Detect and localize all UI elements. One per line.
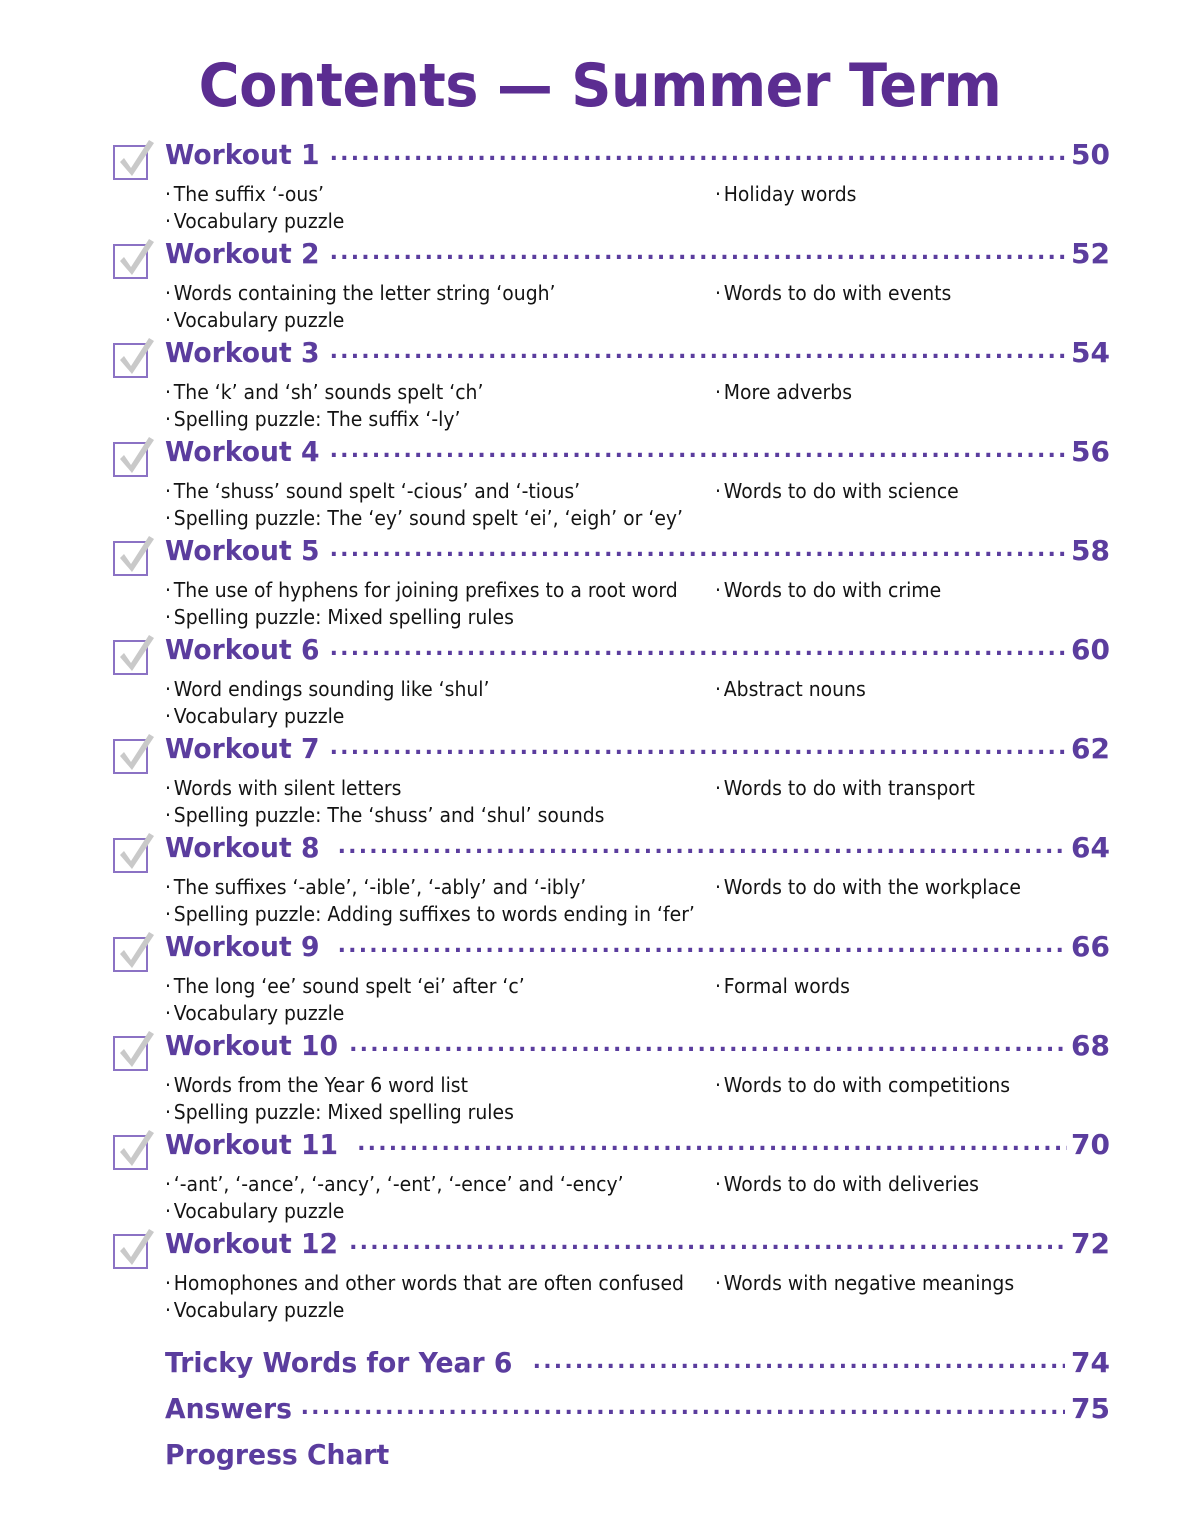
topics-column-left xyxy=(165,1072,725,1126)
contents-entry[interactable] xyxy=(113,1029,1110,1131)
sub-bullet-right xyxy=(715,1072,1129,1099)
checked-checkbox-icon[interactable] xyxy=(113,145,148,180)
sub-bullet-left xyxy=(165,973,691,1000)
sub-bullet-right xyxy=(715,775,1129,802)
sub-bullet-left xyxy=(165,703,691,730)
sub-bullet-label: Vocabulary puzzle xyxy=(173,308,345,332)
contents-entry[interactable] xyxy=(113,336,1110,438)
bullet-dot-icon: · xyxy=(165,776,171,800)
topics-column-right xyxy=(715,676,1155,703)
sub-bullet-label: Spelling puzzle: The ‘shuss’ and ‘shul’ sounds xyxy=(173,803,605,827)
sub-bullet-label: Words containing the letter string ‘ough’ xyxy=(173,281,556,305)
sub-bullet-label: Abstract nouns xyxy=(723,677,866,701)
sub-bullet-left xyxy=(165,1270,691,1297)
entry-page-number[interactable]: 52 xyxy=(1071,237,1110,270)
sub-bullet-label: Vocabulary puzzle xyxy=(173,1199,345,1223)
topics-column-right xyxy=(715,775,1155,802)
entry-page-number[interactable]: 68 xyxy=(1071,1029,1110,1062)
entry-page-number[interactable]: 58 xyxy=(1071,534,1110,567)
entry-topics xyxy=(165,1072,1110,1128)
entry-topics xyxy=(165,775,1110,831)
backmatter-title[interactable]: Progress Chart xyxy=(165,1438,390,1471)
sub-bullet-right xyxy=(715,1270,1129,1297)
checked-checkbox-icon[interactable] xyxy=(113,838,148,873)
contents-entry[interactable] xyxy=(113,237,1110,339)
entry-page-number[interactable]: 72 xyxy=(1071,1227,1110,1260)
topics-column-left xyxy=(165,775,725,829)
sub-bullet-right xyxy=(715,181,1129,208)
entry-title[interactable]: Workout 3 xyxy=(165,336,320,369)
sub-bullet-left xyxy=(165,505,691,532)
dot-leader xyxy=(330,346,1067,362)
entry-header[interactable] xyxy=(165,732,1110,771)
bullet-dot-icon: · xyxy=(165,875,171,899)
entry-title[interactable]: Workout 2 xyxy=(165,237,320,270)
sub-bullet-label: Vocabulary puzzle xyxy=(173,704,345,728)
checkmark-icon xyxy=(115,829,159,875)
bullet-dot-icon: · xyxy=(165,605,171,629)
bullet-dot-icon: · xyxy=(165,902,171,926)
bullet-dot-icon: · xyxy=(165,479,171,503)
topics-column-right xyxy=(715,1072,1155,1099)
entry-topics xyxy=(165,973,1110,1029)
sub-bullet-label: Words to do with deliveries xyxy=(723,1172,979,1196)
sub-bullet-label: Words to do with the workplace xyxy=(723,875,1021,899)
backmatter-entry[interactable] xyxy=(165,1392,1110,1441)
sub-bullet-right xyxy=(715,577,1129,604)
sub-bullet-left xyxy=(165,1297,691,1324)
backmatter-page-number[interactable]: 74 xyxy=(1071,1346,1110,1379)
backmatter-title[interactable]: Tricky Words for Year 6 xyxy=(165,1346,513,1379)
checked-checkbox-icon[interactable] xyxy=(113,541,148,576)
bullet-dot-icon: · xyxy=(165,1100,171,1124)
checkmark-icon xyxy=(115,730,159,776)
checked-checkbox-icon[interactable] xyxy=(113,1234,148,1269)
entry-topics xyxy=(165,1171,1110,1227)
dot-leader xyxy=(349,1039,1067,1055)
checked-checkbox-icon[interactable] xyxy=(113,442,148,477)
backmatter-title[interactable]: Answers xyxy=(165,1392,292,1425)
bullet-dot-icon: · xyxy=(715,1271,721,1295)
backmatter-entry[interactable] xyxy=(165,1438,1110,1487)
entry-topics xyxy=(165,577,1110,633)
sub-bullet-label: Words to do with transport xyxy=(723,776,975,800)
dot-leader xyxy=(357,1138,1067,1154)
sub-bullet-label: Words with negative meanings xyxy=(723,1271,1015,1295)
bullet-dot-icon: · xyxy=(165,704,171,728)
topics-column-left xyxy=(165,280,725,334)
sub-bullet-left xyxy=(165,901,695,928)
entry-title[interactable]: Workout 7 xyxy=(165,732,320,765)
sub-bullet-label: Spelling puzzle: Mixed spelling rules xyxy=(173,1100,514,1124)
dot-leader xyxy=(330,445,1067,461)
sub-bullet-left xyxy=(165,802,691,829)
contents-entry[interactable] xyxy=(113,1128,1110,1230)
checked-checkbox-icon[interactable] xyxy=(113,937,148,972)
bullet-dot-icon: · xyxy=(715,974,721,998)
sub-bullet-label: Vocabulary puzzle xyxy=(173,1001,345,1025)
entry-topics xyxy=(165,676,1110,732)
checkmark-icon xyxy=(115,1027,159,1073)
topics-column-left xyxy=(165,577,725,631)
checked-checkbox-icon[interactable] xyxy=(113,244,148,279)
topics-column-left xyxy=(165,1270,725,1324)
topics-column-right xyxy=(715,280,1155,307)
sub-bullet-left xyxy=(165,775,691,802)
sub-bullet-label: Spelling puzzle: The suffix ‘-ly’ xyxy=(173,407,461,431)
bullet-dot-icon: · xyxy=(165,1298,171,1322)
bullet-dot-icon: · xyxy=(165,407,171,431)
entry-title[interactable]: Workout 1 xyxy=(165,138,320,171)
entry-topics xyxy=(165,478,1110,534)
bullet-dot-icon: · xyxy=(715,578,721,602)
sub-bullet-label: Formal words xyxy=(723,974,850,998)
entry-title[interactable]: Workout 6 xyxy=(165,633,320,666)
backmatter-list xyxy=(0,1346,1200,1487)
sub-bullet-right xyxy=(715,973,1129,1000)
topics-column-right xyxy=(715,874,1155,901)
sub-bullet-label: Words with silent letters xyxy=(173,776,402,800)
checked-checkbox-icon[interactable] xyxy=(113,739,148,774)
sub-bullet-left xyxy=(165,1072,691,1099)
bullet-dot-icon: · xyxy=(715,182,721,206)
sub-bullet-label: The ‘k’ and ‘sh’ sounds spelt ‘ch’ xyxy=(173,380,484,404)
topics-column-right xyxy=(715,181,1155,208)
sub-bullet-label: The use of hyphens for joining prefixes to a root word xyxy=(173,578,678,602)
entry-topics xyxy=(165,379,1110,435)
bullet-dot-icon: · xyxy=(715,677,721,701)
sub-bullet-right xyxy=(715,280,1129,307)
bullet-dot-icon: · xyxy=(165,578,171,602)
topics-column-left xyxy=(165,379,725,433)
checkmark-icon xyxy=(115,1225,159,1271)
backmatter-entry[interactable] xyxy=(165,1346,1110,1395)
contents-entry[interactable] xyxy=(113,633,1110,735)
bullet-dot-icon: · xyxy=(165,1199,171,1223)
contents-entry[interactable] xyxy=(113,138,1110,240)
sub-bullet-label: Holiday words xyxy=(723,182,857,206)
sub-bullet-label: Words to do with crime xyxy=(723,578,942,602)
topics-column-right xyxy=(715,973,1155,1000)
bullet-dot-icon: · xyxy=(165,182,171,206)
contents-entry[interactable] xyxy=(113,534,1110,636)
sub-bullet-label: Spelling puzzle: The ‘ey’ sound spelt ‘ei’, ‘eigh’ or ‘ey’ xyxy=(173,506,683,530)
entry-header[interactable] xyxy=(165,930,1110,969)
checked-checkbox-icon[interactable] xyxy=(113,1135,148,1170)
entry-page-number[interactable]: 56 xyxy=(1071,435,1110,468)
sub-bullet-label: More adverbs xyxy=(723,380,852,404)
entry-header[interactable] xyxy=(165,435,1110,474)
contents-entry[interactable] xyxy=(113,831,1110,933)
sub-bullet-left xyxy=(165,181,691,208)
sub-bullet-left xyxy=(165,1198,691,1225)
sub-bullet-label: The ‘shuss’ sound spelt ‘-cious’ and ‘-tious’ xyxy=(173,479,581,503)
entry-header[interactable] xyxy=(165,138,1110,177)
sub-bullet-label: Vocabulary puzzle xyxy=(173,209,345,233)
checkmark-icon xyxy=(115,631,159,677)
entry-title[interactable]: Workout 8 xyxy=(165,831,320,864)
topics-column-right xyxy=(715,1171,1155,1198)
dot-leader xyxy=(330,742,1067,758)
bullet-dot-icon: · xyxy=(715,380,721,404)
sub-bullet-right xyxy=(715,874,1129,901)
bullet-dot-icon: · xyxy=(165,1073,171,1097)
contents-entry[interactable] xyxy=(113,930,1110,1032)
entry-title[interactable]: Workout 12 xyxy=(165,1227,338,1260)
sub-bullet-left xyxy=(165,379,691,406)
page-title: Contents — Summer Term xyxy=(198,51,1002,121)
bullet-dot-icon: · xyxy=(165,1271,171,1295)
checked-checkbox-icon[interactable] xyxy=(113,640,148,675)
checkmark-icon xyxy=(115,235,159,281)
sub-bullet-label: Homophones and other words that are often confused xyxy=(173,1271,684,1295)
dot-leader xyxy=(349,1237,1067,1253)
topics-column-left xyxy=(165,973,725,1027)
sub-bullet-right xyxy=(715,379,1129,406)
bullet-dot-icon: · xyxy=(165,380,171,404)
sub-bullet-left xyxy=(165,1000,691,1027)
contents-entry[interactable] xyxy=(113,732,1110,834)
dot-leader xyxy=(533,1356,1065,1372)
checkmark-icon xyxy=(115,532,159,578)
sub-bullet-label: Words to do with competitions xyxy=(723,1073,1011,1097)
checkmark-icon xyxy=(115,928,159,974)
topics-column-right xyxy=(715,1270,1155,1297)
sub-bullet-label: The suffixes ‘-able’, ‘-ible’, ‘-ably’ and ‘-ibly’ xyxy=(173,875,587,899)
entry-page-number[interactable]: 60 xyxy=(1071,633,1110,666)
topics-column-right xyxy=(715,379,1155,406)
entry-title[interactable]: Workout 10 xyxy=(165,1029,338,1062)
entry-header[interactable] xyxy=(165,1227,1110,1266)
sub-bullet-label: Words to do with events xyxy=(723,281,952,305)
dot-leader xyxy=(338,841,1067,857)
contents-entry[interactable] xyxy=(113,1227,1110,1329)
checkmark-icon xyxy=(115,433,159,479)
entry-topics xyxy=(165,1270,1110,1326)
sub-bullet-left xyxy=(165,478,691,505)
sub-bullet-label: Words from the Year 6 word list xyxy=(173,1073,468,1097)
sub-bullet-left xyxy=(165,874,691,901)
entry-topics xyxy=(165,280,1110,336)
sub-bullet-label: Words to do with science xyxy=(723,479,959,503)
bullet-dot-icon: · xyxy=(165,308,171,332)
entry-page-number[interactable]: 66 xyxy=(1071,930,1110,963)
checkmark-icon xyxy=(115,136,159,182)
sub-bullet-left xyxy=(165,406,691,433)
sub-bullet-label: The suffix ‘-ous’ xyxy=(173,182,325,206)
entry-page-number[interactable]: 54 xyxy=(1071,336,1110,369)
dot-leader xyxy=(330,643,1067,659)
bullet-dot-icon: · xyxy=(165,677,171,701)
sub-bullet-left xyxy=(165,307,691,334)
entry-header[interactable] xyxy=(165,1128,1110,1167)
entry-header[interactable] xyxy=(165,633,1110,672)
sub-bullet-left xyxy=(165,1171,691,1198)
backmatter-page-number[interactable]: 75 xyxy=(1071,1392,1110,1425)
entry-header[interactable] xyxy=(165,237,1110,276)
checkmark-icon xyxy=(115,1126,159,1172)
entry-header[interactable] xyxy=(165,1029,1110,1068)
topics-column-left xyxy=(165,1171,725,1225)
bullet-dot-icon: · xyxy=(715,479,721,503)
dot-leader xyxy=(330,148,1067,164)
entry-header[interactable] xyxy=(165,336,1110,375)
bullet-dot-icon: · xyxy=(165,209,171,233)
bullet-dot-icon: · xyxy=(165,974,171,998)
sub-bullet-label: Spelling puzzle: Mixed spelling rules xyxy=(173,605,514,629)
sub-bullet-left xyxy=(165,1099,691,1126)
bullet-dot-icon: · xyxy=(165,281,171,305)
sub-bullet-label: Word endings sounding like ‘shul’ xyxy=(173,677,490,701)
entry-page-number[interactable]: 50 xyxy=(1071,138,1110,171)
dot-leader xyxy=(330,247,1067,263)
entry-header[interactable] xyxy=(165,831,1110,870)
entry-header[interactable] xyxy=(165,534,1110,573)
entry-topics xyxy=(165,181,1110,237)
topics-column-left xyxy=(165,478,725,532)
checked-checkbox-icon[interactable] xyxy=(113,343,148,378)
bullet-dot-icon: · xyxy=(715,281,721,305)
bullet-dot-icon: · xyxy=(165,1172,171,1196)
entry-page-number[interactable]: 64 xyxy=(1071,831,1110,864)
bullet-dot-icon: · xyxy=(715,776,721,800)
bullet-dot-icon: · xyxy=(715,1172,721,1196)
dot-leader xyxy=(338,940,1067,956)
entry-topics xyxy=(165,874,1110,930)
contents-entry-list xyxy=(0,138,1200,1329)
entry-title[interactable]: Workout 4 xyxy=(165,435,320,468)
contents-entry[interactable] xyxy=(113,435,1110,537)
sub-bullet-label: ‘-ant’, ‘-ance’, ‘-ancy’, ‘-ent’, ‘-ence’ and ‘-ency’ xyxy=(173,1172,624,1196)
topics-column-left xyxy=(165,676,725,730)
entry-title[interactable]: Workout 5 xyxy=(165,534,320,567)
dot-leader xyxy=(301,1402,1065,1418)
sub-bullet-right xyxy=(715,676,1129,703)
sub-bullet-label: The long ‘ee’ sound spelt ‘ei’ after ‘c’ xyxy=(173,974,525,998)
sub-bullet-left xyxy=(165,577,691,604)
sub-bullet-label: Vocabulary puzzle xyxy=(173,1298,345,1322)
bullet-dot-icon: · xyxy=(715,875,721,899)
topics-column-right xyxy=(715,577,1155,604)
sub-bullet-left xyxy=(165,676,691,703)
dot-leader xyxy=(330,544,1067,560)
bullet-dot-icon: · xyxy=(165,506,171,530)
topics-column-left xyxy=(165,874,725,928)
entry-page-number[interactable]: 70 xyxy=(1071,1128,1110,1161)
checkmark-icon xyxy=(115,334,159,380)
bullet-dot-icon: · xyxy=(165,803,171,827)
sub-bullet-left xyxy=(165,280,691,307)
sub-bullet-label: Spelling puzzle: Adding suffixes to words ending in ‘fer’ xyxy=(173,902,695,926)
entry-title[interactable]: Workout 9 xyxy=(165,930,320,963)
bullet-dot-icon: · xyxy=(715,1073,721,1097)
entry-page-number[interactable]: 62 xyxy=(1071,732,1110,765)
topics-column-left xyxy=(165,181,725,235)
sub-bullet-left xyxy=(165,604,691,631)
checked-checkbox-icon[interactable] xyxy=(113,1036,148,1071)
sub-bullet-left xyxy=(165,208,691,235)
bullet-dot-icon: · xyxy=(165,1001,171,1025)
topics-column-right xyxy=(715,478,1155,505)
sub-bullet-right xyxy=(715,1171,1129,1198)
sub-bullet-right xyxy=(715,478,1129,505)
entry-title[interactable]: Workout 11 xyxy=(165,1128,338,1161)
